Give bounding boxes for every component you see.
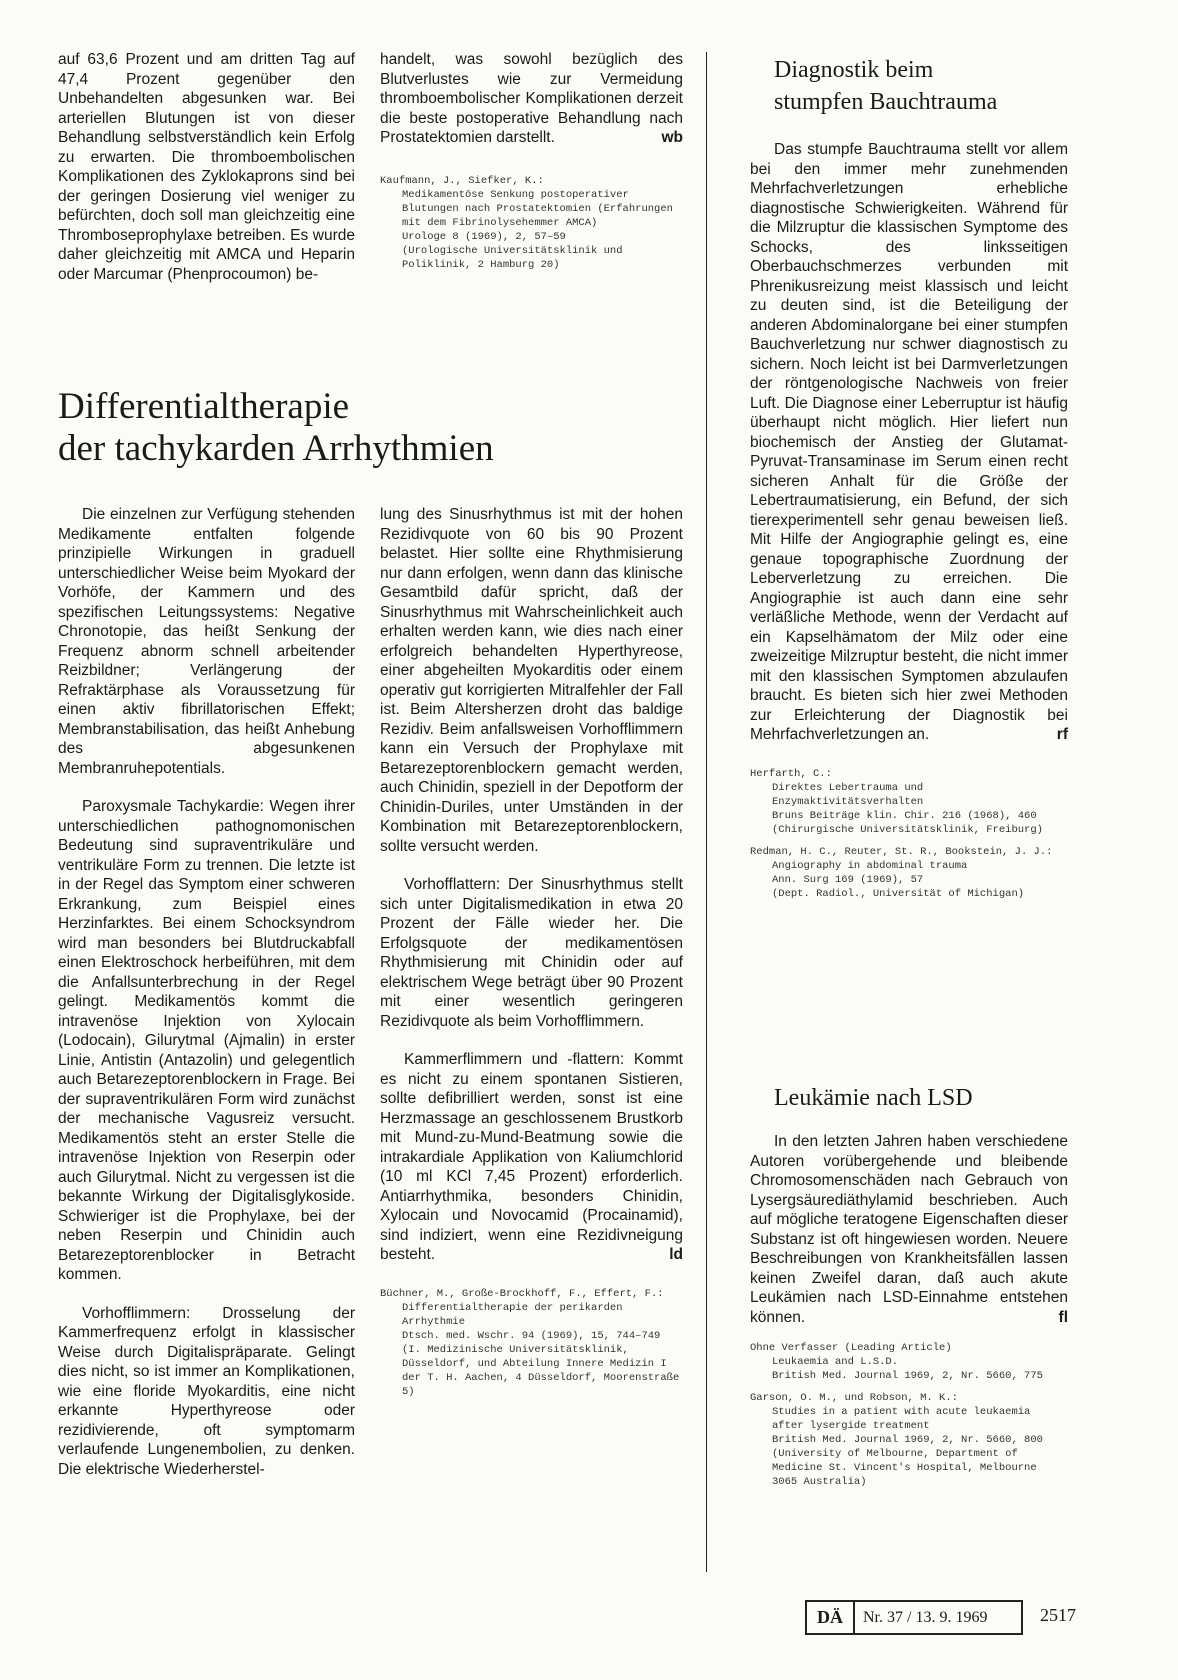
article1-title bbox=[58, 386, 494, 470]
ref-source: Bruns Beiträge klin. Chir. 216 (1968), 460 bbox=[772, 809, 1037, 822]
ref-source: Urologe 8 (1969), 2, 57–59 bbox=[402, 230, 566, 243]
article1-refs bbox=[380, 1287, 683, 1399]
article1-col2 bbox=[380, 505, 683, 1399]
top-col1 bbox=[58, 50, 355, 284]
ref-institution: (I. Medizinische Universitätsklinik, Düsseldorf, und Abteilung Innere Medizin I der T. H. Aachen, 4 Düsseldorf, Moorenstraße 5) bbox=[402, 1343, 680, 1398]
article2-title-line1: Diagnostik beim bbox=[774, 57, 934, 83]
article2-column bbox=[750, 140, 1068, 909]
issue-info: Nr. 37 / 13. 9. 1969 bbox=[863, 1608, 988, 1626]
article1-para-1: Die einzelnen zur Verfügung stehenden Medikamente entfalten folgende prinzipielle Wirkungen in graduell unterschiedlicher Weise beim Myokard der Vorhöfe, der Kammern und des spezifischen Leitungssystems: Negative Chronotopie, das heißt Senkung der Frequenz abnorm schnell arbeitender Reizbildner; Verlängerung der Refraktärphase als Voraussetzung für einen aktiv fibrillatorischen Effekt; Membranstabilisation, das heißt Anhebung des abgesunkenen Membranruhepotentials. bbox=[58, 506, 355, 777]
ref-institution: (Chirurgische Universitätsklinik, Freiburg) bbox=[772, 823, 1043, 836]
ref-title: Angiography in abdominal trauma bbox=[772, 859, 968, 872]
article3-refs bbox=[750, 1341, 1068, 1489]
article1-para-2: Paroxysmale Tachykardie: Wegen ihrer unterschiedlichen pathognomonischen Bedeutung sind supraventrikuläre und ventrikuläre Form zu trennen. Die letzte ist in der Regel das Symptom einer schweren Erkrankung, zum Beispiel eines Herzinfarktes. Bei einem Schocksyndrom wird man besonders bei Blutdruckabfall einen Elektroschock herbeiführen, mit dem die Anfallsunterbrechung in der Regel gelingt. Medikamentös kommt die intravenöse Injektion von Xylocain (Lodocain), Gilurytmal (Ajmalin) in erster Linie, Antistin (Antazolin) und gelegentlich auch Betarezeptorenblockern in Frage. Bei der supraventrikulären Form wird zunächst der mechanische Vagusreiz versucht. Medikamentös steht an erster Stelle die intravenöse Injektion von Reserpin oder auch Gilurytmal. Nicht zu vergessen ist die bekannte Wirkung der Digitalisglykoside. Schwieriger ist die Prophylaxe, bei der neben Reserpin und Chinidin auch Betarezeptorenblocker in Betracht kommen. bbox=[58, 798, 355, 1283]
article1-para-5: Vorhofflattern: Der Sinusrhythmus stellt sich unter Digitalismedikation in etwa 20 Prozent der Fälle wieder her. Die Erfolgsquote der medikamentösen Rhythmisierung mit Chinidin oder auf elektrischem Wege beträgt über 90 Prozent mit einer wesentlich geringeren Rezidivquote als beim Vorhofflimmern. bbox=[380, 876, 683, 1030]
ref-title: Direktes Lebertrauma und Enzymaktivitätsverhalten bbox=[772, 781, 924, 808]
ref-author: Ohne Verfasser (Leading Article) bbox=[750, 1342, 952, 1354]
journal-footer-box bbox=[805, 1600, 1023, 1635]
article2-title-line2: stumpfen Bauchtrauma bbox=[774, 89, 998, 115]
ref-author: Büchner, M., Große-Brockhoff, F., Effert, F.: bbox=[380, 1287, 664, 1300]
signature-fl: fl bbox=[1058, 1308, 1068, 1326]
journal-logo: DÄ bbox=[807, 1602, 855, 1633]
article1-para-6: Kammerflimmern und -flattern: Kommt es nicht zu einem spontanen Sistieren, sollte defibrilliert werden, sonst ist eine Herzmassage an geschlossenem Brustkorb mit Mund-zu-Mund-Beatmung sowie die intrakardiale Applikation von Kaliumchlorid (10 ml KCl 7,45 Prozent) erforderlich. Antiarrhythmika, besonders Chinidin, Xylocain und Novocamid (Procainamid), sind indiziert, wenn eine Rezidivneigung besteht. bbox=[380, 1051, 683, 1263]
ref-institution: (University of Melbourne, Department of Medicine St. Vincent's Hospital, Melbourne 3065 Australia) bbox=[772, 1448, 1037, 1488]
ref-title: Studies in a patient with acute leukaemia after lysergide treatment bbox=[772, 1406, 1031, 1432]
ref-author: Redman, H. C., Reuter, St. R., Bookstein, J. J.: bbox=[750, 845, 1053, 858]
top-col1-text: auf 63,6 Prozent und am dritten Tag auf 47,4 Prozent gegenüber den Unbehandelten abgesunken war. Bei arteriellen Blutungen ist von dieser Behandlung selbstverständlich kein Erfolg zu erwarten. Die thromboembolischen Komplikationen des Zyklokaprons sind bei der geringen Dosierung viel weniger zu befürchten, doch soll man gleichzeitig eine Thromboseprophylaxe betreiben. Es wurde daher gleichzeitig mit AMCA und Heparin oder Marcumar (Phenprocoumon) be- bbox=[58, 51, 355, 283]
ref-author: Kaufmann, J., Siefker, K.: bbox=[380, 174, 544, 187]
ref-title: Medikamentöse Senkung postoperativer Blutungen nach Prostatektomien (Erfahrungen mit dem Fibrinolysehemmer AMCA) bbox=[402, 188, 673, 229]
article1-title-line1: Differentialtherapie bbox=[58, 386, 350, 427]
article2-title bbox=[774, 54, 997, 118]
signature-wb: wb bbox=[661, 129, 683, 146]
article2-body: Das stumpfe Bauchtrauma stellt vor allem bei den immer mehr zunehmenden Mehrfachverletzungen erhebliche diagnostische Schwierigkeiten. Während für die Milzruptur die klassischen Symptome des Schocks, des linksseitigen Oberbauchschmerzes verbunden mit Phrenikusreizung meist klassisch und leicht zu deuten sind, ist die Beteiligung der anderen Abdominalorgane bei einer stumpfen Bauchverletzung nur schwer diagnostisch zu sichern. Noch leicht ist bei Darmverletzungen der röntgenologische Nachweis von freier Luft. Die Diagnose einer Leberruptur ist häufig überhaupt nicht möglich. Hier liefert nun biochemisch der Anstieg der Glutamat-Pyruvat-Transaminase im Serum einen recht sicheren Anhalt für die Größe der Lebertraumatisierung, ein Befund, der sich tierexperimentell sehr genau beweisen ließ. Mit Hilfe der Angiographie gelingt es, eine genaue topographische Zuordnung der Leberverletzung zu erreichen. Die Angiographie ist auch dann eine sehr verläßliche Methode, wenn der Verdacht auf ein Kapselhämatom der Milz oder eine zweizeitige Milzruptur besteht, die nicht immer mit den klassischen Symptomen abzulaufen braucht. Es bieten sich hier zwei Methoden zur Erleichterung der Diagnostik bei Mehrfachverletzungen an. bbox=[750, 141, 1068, 743]
article3-column bbox=[750, 1132, 1068, 1497]
article3-body: In den letzten Jahren haben verschiedene Autoren vorübergehende und bleibende Chromosomenschäden nach Gebrauch von Lysergsäurediäthylamid beschrieben. Auch auf mögliche teratogene Eigenschaften dieser Substanz ist oft hingewiesen worden. Neuere Beschreibungen von Krankheitsfällen lassen keinen Zweifel daran, daß auch akute Leukämien nach LSD-Einnahme entstehen können. bbox=[750, 1133, 1068, 1326]
top-col2 bbox=[380, 50, 683, 272]
ref-source: Ann. Surg 169 (1969), 57 bbox=[772, 873, 924, 886]
signature-rf: rf bbox=[1056, 726, 1068, 743]
article1-title-line2: der tachykarden Arrhythmien bbox=[58, 428, 494, 469]
article2-refs bbox=[750, 767, 1068, 901]
ref-institution: (Dept. Radiol., Universität of Michigan) bbox=[772, 887, 1025, 900]
ref-source: Dtsch. med. Wschr. 94 (1969), 15, 744–749 bbox=[402, 1329, 661, 1342]
ref-author: Herfarth, C.: bbox=[750, 767, 832, 780]
ref-institution: (Urologische Universitätsklinik und Poliklinik, 2 Hamburg 20) bbox=[402, 244, 623, 271]
top-refs bbox=[380, 174, 683, 272]
article3-title: Leukämie nach LSD bbox=[774, 1085, 973, 1111]
article1-para-3: Vorhofflimmern: Drosselung der Kammerfrequenz erfolgt in klassischer Weise durch Digitalispräparate. Gelingt dies nicht, so ist immer an Komplikationen, wie eine floride Myokarditis, eine nicht erkannte Hyperthyreose oder rezidivierende, oft symptomarm verlaufende Lungenembolien, zu denken. Die elektrische Wiederherstel- bbox=[58, 1304, 355, 1478]
top-col2-text: handelt, was sowohl bezüglich des Blutverlustes wie zur Vermeidung thromboembolischer Komplikationen derzeit die beste postoperative Behandlung nach Prostatektomien darstellt. bbox=[380, 51, 683, 146]
ref-title: Differentialtherapie der perikarden Arrhythmie bbox=[402, 1301, 623, 1328]
ref-author: Garson, O. M., und Robson, M. K.: bbox=[750, 1392, 958, 1404]
article1-col1 bbox=[58, 505, 355, 1479]
ref-source: British Med. Journal 1969, 2, Nr. 5660, 800 bbox=[772, 1434, 1043, 1446]
ref-title: Leukaemia and L.S.D. bbox=[772, 1356, 899, 1368]
article1-para-4: lung des Sinusrhythmus ist mit der hohen Rezidivquote von 60 bis 90 Prozent belastet. Hier sollte eine Rhythmisierung nur dann erfolgen, wenn dann das klinische Gesamtbild dafür spricht, daß der Sinusrhythmus mit Wahrscheinlichkeit auch erhalten werden kann, wie dies nach einer erfolgreich behandelten Hyperthyreose, einer abgeheilten Myokarditis oder einem operativ gut korrigierten Mitralfehler der Fall ist. Beim Altersherzen droht das baldige Rezidiv. Beim anfallsweisen Vorhofflimmern kann ein Versuch der Prophylaxe mit Betarezeptorenblockern gemacht werden, auch Chinidin, speziell in der Depotform der Chinidin-Duriles, unter Umständen in der Kombination mit Betarezeptorenblockern, sollte versucht werden. bbox=[380, 506, 683, 855]
signature-ld: ld bbox=[669, 1246, 683, 1263]
page-number: 2517 bbox=[1040, 1605, 1076, 1625]
ref-source: British Med. Journal 1969, 2, Nr. 5660, 775 bbox=[772, 1370, 1043, 1382]
column-rule bbox=[706, 52, 707, 1572]
